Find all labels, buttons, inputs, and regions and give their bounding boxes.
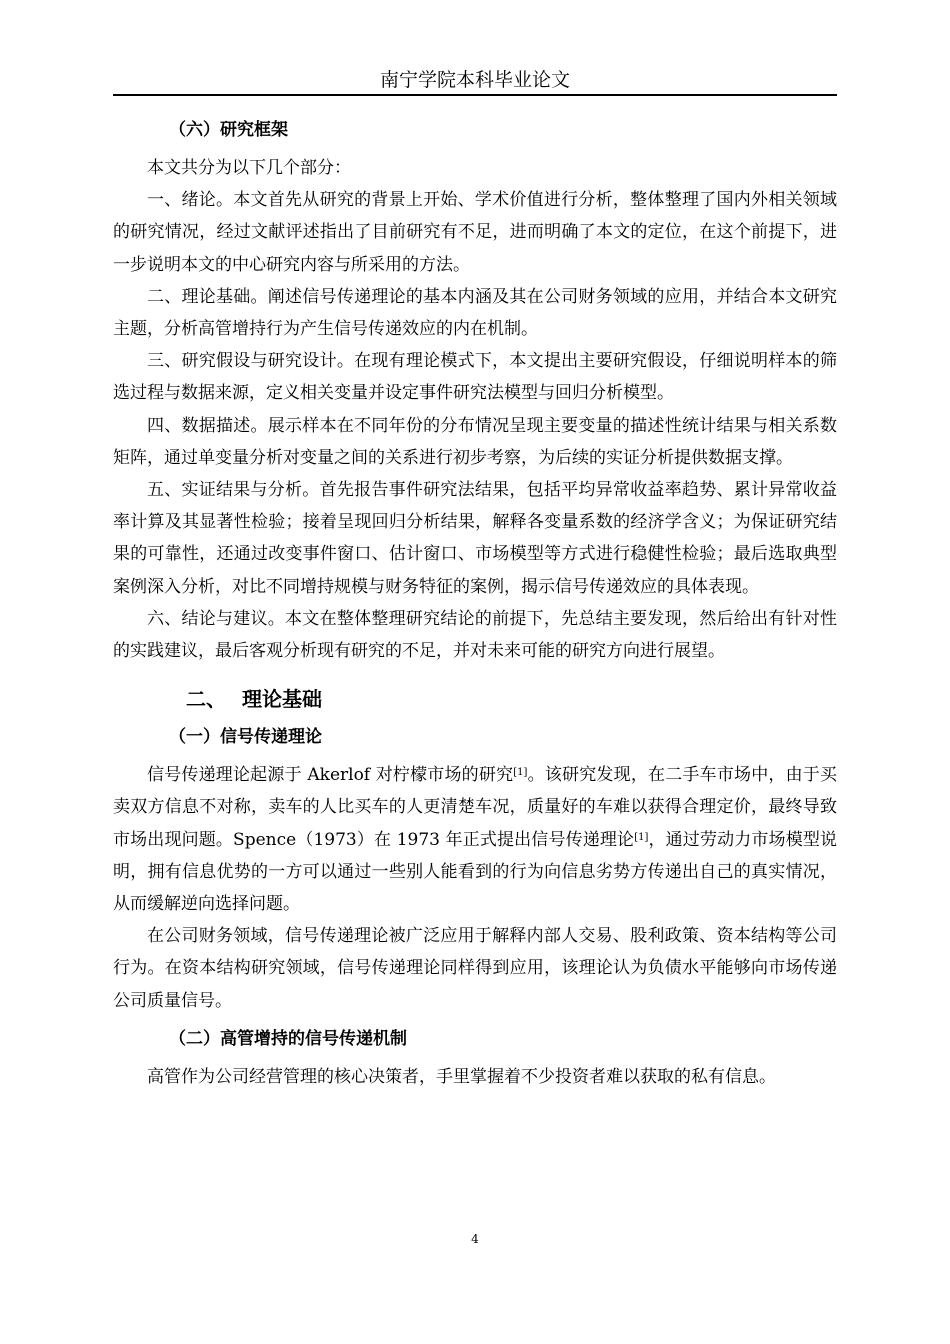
- paragraph-mechanism: 高管作为公司经营管理的核心决策者，手里掌握着不少投资者难以获取的私有信息。: [147, 1066, 776, 1087]
- page-number: 4: [471, 1232, 479, 1246]
- citation-marker: [1]: [513, 767, 528, 779]
- section-heading-signaling-theory: （一）信号传递理论: [169, 727, 322, 748]
- page-header: 南宁学院本科毕业论文: [379, 69, 570, 91]
- paragraph-part-3: 三、研究假设与研究设计。在现有理论模式下，本文提出主要研究假设，仔细说明样本的筛选过程与数据来源，定义相关变量并设定事件研究法模型与回归分析模型。: [113, 351, 837, 404]
- text-run: 。该研究发现，在二手车市场中，由于买卖双方信息不对称，卖车的人比买车的人更清楚车况，质量好的车难以获得合理定价，最终导致市场出现问题。Spence（1973）在 1973 年正式提出信号传递理论: [113, 765, 837, 850]
- text-run: 信号传递理论起源于 Akerlof 对柠檬市场的研究: [147, 765, 514, 786]
- paragraph-part-6: 六、结论与建议。本文在整体整理研究结论的前提下，先总结主要发现，然后给出有针对性的实践建议，最后客观分析现有研究的不足，并对未来可能的研究方向进行展望。: [113, 608, 837, 662]
- paragraph-part-1: 一、绪论。本文首先从研究的背景上开始、学术价值进行分析，整体整理了国内外相关领域的研究情况，经过文献评述指出了目前研究有不足，进而明确了本文的定位，在这个前提下，进一步说明本文的中心研究内容与所采用的方法。: [113, 190, 837, 275]
- chapter-title: 理论基础: [242, 687, 322, 712]
- paragraph-intro: 本文共分为以下几个部分：: [147, 158, 351, 178]
- section-heading-framework: （六）研究框架: [169, 120, 288, 140]
- page-body: [113, 114, 837, 1093]
- paragraph-signaling-origin: [113, 759, 837, 920]
- chapter-heading: [113, 677, 837, 721]
- chapter-number: 二、: [186, 687, 226, 712]
- section-heading-mechanism: （二）高管增持的信号传递机制: [169, 1028, 407, 1049]
- paragraph-part-5: 五、实证结果与分析。首先报告事件研究法结果，包括平均异常收益率趋势、累计异常收益率计算及其显著性检验；接着呈现回归分析结果，解释各变量系数的经济学含义；为保证研究结果的可靠性，还通过改变事件窗口、估计窗口、市场模型等方式进行稳健性检验；最后选取典型案例深入分析，对比不同增持规模与财务特征的案例，揭示信号传递效应的具体表现。: [113, 480, 837, 597]
- citation-marker: [1]: [634, 831, 649, 843]
- paragraph-corporate-finance: 在公司财务领域，信号传递理论被广泛应用于解释内部人交易、股利政策、资本结构等公司行为。在资本结构研究领域，信号传递理论同样得到应用，该理论认为负债水平能够向市场传递公司质量信号。: [113, 926, 837, 1011]
- paragraph-part-2: 二、理论基础。阐述信号传递理论的基本内涵及其在公司财务领域的应用，并结合本文研究主题，分析高管增持行为产生信号传递效应的内在机制。: [113, 286, 837, 340]
- paragraph-part-4: 四、数据描述。展示样本在不同年份的分布情况呈现主要变量的描述性统计结果与相关系数矩阵，通过单变量分析对变量之间的关系进行初步考察，为后续的实证分析提供数据支撑。: [113, 415, 837, 468]
- header-divider: [113, 94, 837, 96]
- text-run: ，通过劳动力市场模型说明，拥有信息优势的一方可以通过一些别人能看到的行为向信息劣势方传递出自己的真实情况，从而缓解逆向选择问题。: [113, 829, 838, 915]
